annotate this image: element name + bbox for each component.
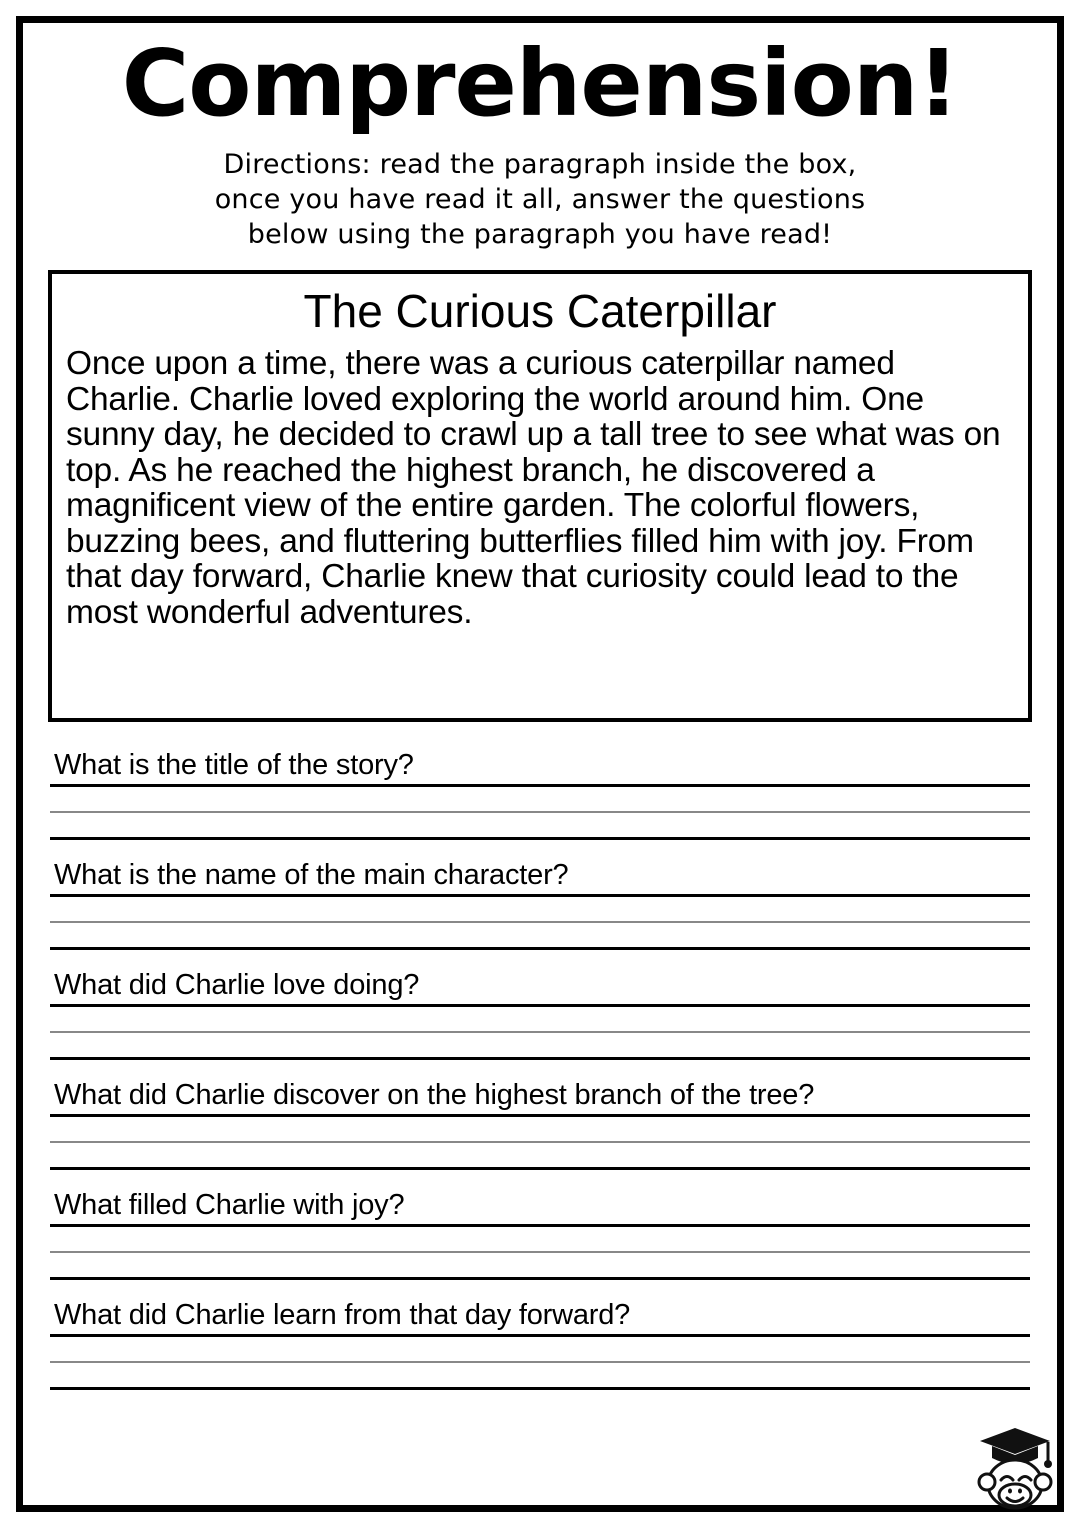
answer-line[interactable] xyxy=(50,921,1030,923)
worksheet-content xyxy=(32,30,1048,1498)
question-text: What did Charlie learn from that day forward? xyxy=(54,1298,631,1331)
question-block xyxy=(50,746,1030,840)
story-paragraph: Once upon a time, there was a curious caterpillar named Charlie. Charlie loved exploring the world around him. One sunny day, he decided to crawl up a tall tree to see what was on top. As he reached the highest branch, he discovered a magnificent view of the entire garden. The colorful flowers, buzzing bees, and fluttering butterflies filled him with joy. From that day forward, Charlie knew that curiosity could lead to the most wonderful adventures. xyxy=(66,345,1001,631)
answer-line[interactable] xyxy=(50,947,1030,950)
question-block xyxy=(50,1076,1030,1170)
answer-line[interactable] xyxy=(50,784,1030,787)
story-title: The Curious Caterpillar xyxy=(303,284,777,337)
answer-line[interactable] xyxy=(50,1004,1030,1007)
question-row xyxy=(50,746,1030,784)
answer-line[interactable] xyxy=(50,1387,1030,1390)
answer-line[interactable] xyxy=(50,1167,1030,1170)
answer-line[interactable] xyxy=(50,894,1030,897)
answer-line[interactable] xyxy=(50,1334,1030,1337)
directions-line-2: once you have read it all, answer the questions xyxy=(214,183,866,215)
question-block xyxy=(50,966,1030,1060)
story-box xyxy=(48,270,1032,722)
question-row xyxy=(50,1186,1030,1224)
questions-list xyxy=(50,746,1030,1390)
answer-line[interactable] xyxy=(50,1251,1030,1253)
question-row xyxy=(50,856,1030,894)
directions-line-3: below using the paragraph you have read! xyxy=(247,218,833,250)
question-block xyxy=(50,856,1030,950)
answer-line[interactable] xyxy=(50,1114,1030,1117)
question-text: What is the title of the story? xyxy=(54,748,414,781)
answer-line[interactable] xyxy=(50,1277,1030,1280)
answer-line[interactable] xyxy=(50,1361,1030,1363)
question-row xyxy=(50,966,1030,1004)
directions-line-1: Directions: read the paragraph inside the box, xyxy=(223,148,857,180)
graduate-monkey-logo-icon xyxy=(976,1424,1054,1510)
page-title: Comprehension! xyxy=(121,30,959,137)
question-text: What filled Charlie with joy? xyxy=(54,1188,405,1221)
question-text: What did Charlie discover on the highest branch of the tree? xyxy=(54,1078,815,1111)
question-row xyxy=(50,1296,1030,1334)
answer-line[interactable] xyxy=(50,1141,1030,1143)
answer-line[interactable] xyxy=(50,1031,1030,1033)
answer-line[interactable] xyxy=(50,811,1030,813)
directions-text xyxy=(40,147,1040,252)
question-block xyxy=(50,1296,1030,1390)
answer-line[interactable] xyxy=(50,1057,1030,1060)
question-text: What is the name of the main character? xyxy=(54,858,569,891)
question-block xyxy=(50,1186,1030,1280)
answer-line[interactable] xyxy=(50,1224,1030,1227)
answer-line[interactable] xyxy=(50,837,1030,840)
question-text: What did Charlie love doing? xyxy=(54,968,420,1001)
question-row xyxy=(50,1076,1030,1114)
